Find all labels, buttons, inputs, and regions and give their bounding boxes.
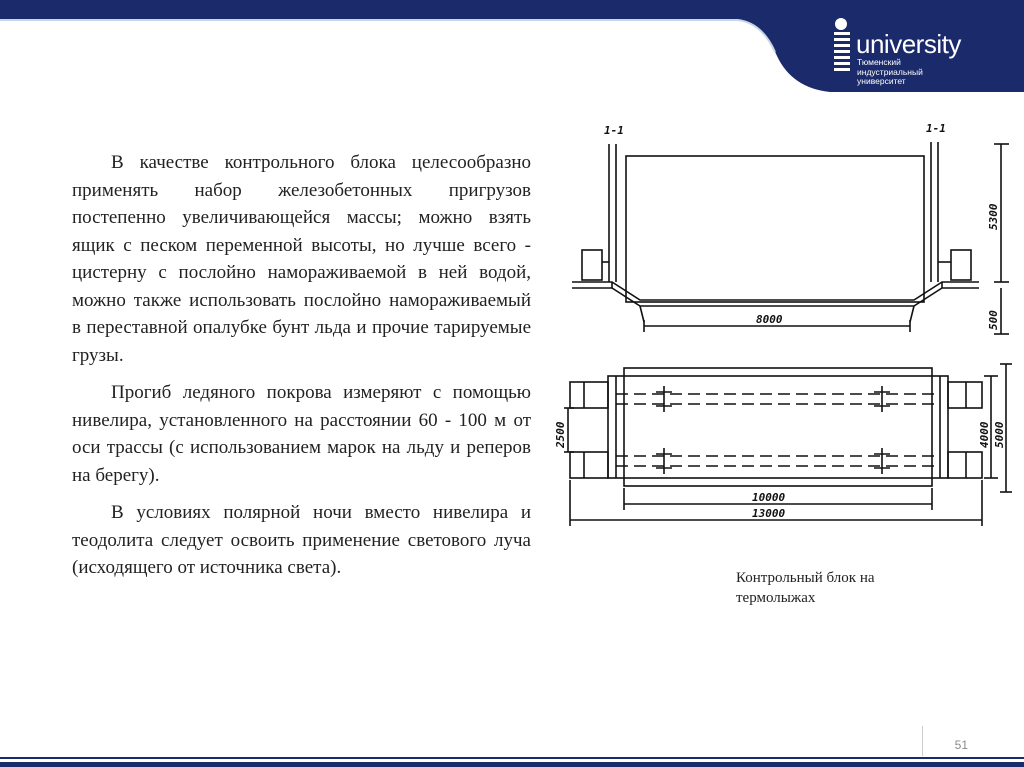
page-number: 51 — [954, 738, 968, 752]
university-logo — [834, 18, 984, 88]
control-block-drawing — [554, 112, 1019, 532]
mark-right: 1-1 — [926, 122, 946, 135]
globe-icon — [835, 18, 847, 30]
logo-wordmark: university — [856, 29, 961, 59]
figure-caption: Контрольный блок на термолыжах — [736, 570, 875, 606]
footer-line — [0, 762, 1024, 767]
logo-subtitle: Тюменский индустриальный университет — [857, 57, 923, 86]
dim-2500: 2500 — [554, 421, 567, 448]
paragraph-3: В условиях полярной ночи вместо нивелира и теодолита следует освоить применение светового луча (исходящего от источника света). — [72, 502, 531, 578]
sled-base — [572, 282, 979, 300]
footer-thin-line — [0, 757, 1024, 759]
dim-500: 500 — [987, 310, 1000, 330]
dim-8000: 8000 — [756, 313, 783, 326]
paragraph-2: Прогиб ледяного покрова измеряют с помощью нивелира, установленного на расстоянии 60 - 100 м от оси трассы (с использованием марок на льду и реперов на берегу). — [72, 382, 531, 486]
dim-4000: 4000 — [978, 421, 991, 448]
dim-5000: 5000 — [993, 421, 1006, 448]
mark-left: 1-1 — [604, 124, 624, 137]
dim-10000: 10000 — [752, 491, 786, 504]
footer-divider — [922, 726, 923, 756]
container-box — [626, 156, 924, 302]
dim-13000: 13000 — [752, 507, 786, 520]
logo-bars-icon — [834, 32, 850, 78]
dim-5300: 5300 — [987, 203, 1000, 230]
paragraph-1: В качестве контрольного блока целесообразно применять набор железобетонных пригрузов постепенно увеличивающейся массы; можно взять ящик с песком переменной высоты, но лучше всего - цистерну с послойно намораживаемой в ней водой, можно также использовать послойно намораживаемый в переставной опалубке бунт льда и прочие тарируемые грузы. — [72, 152, 531, 366]
body-text — [72, 149, 531, 592]
